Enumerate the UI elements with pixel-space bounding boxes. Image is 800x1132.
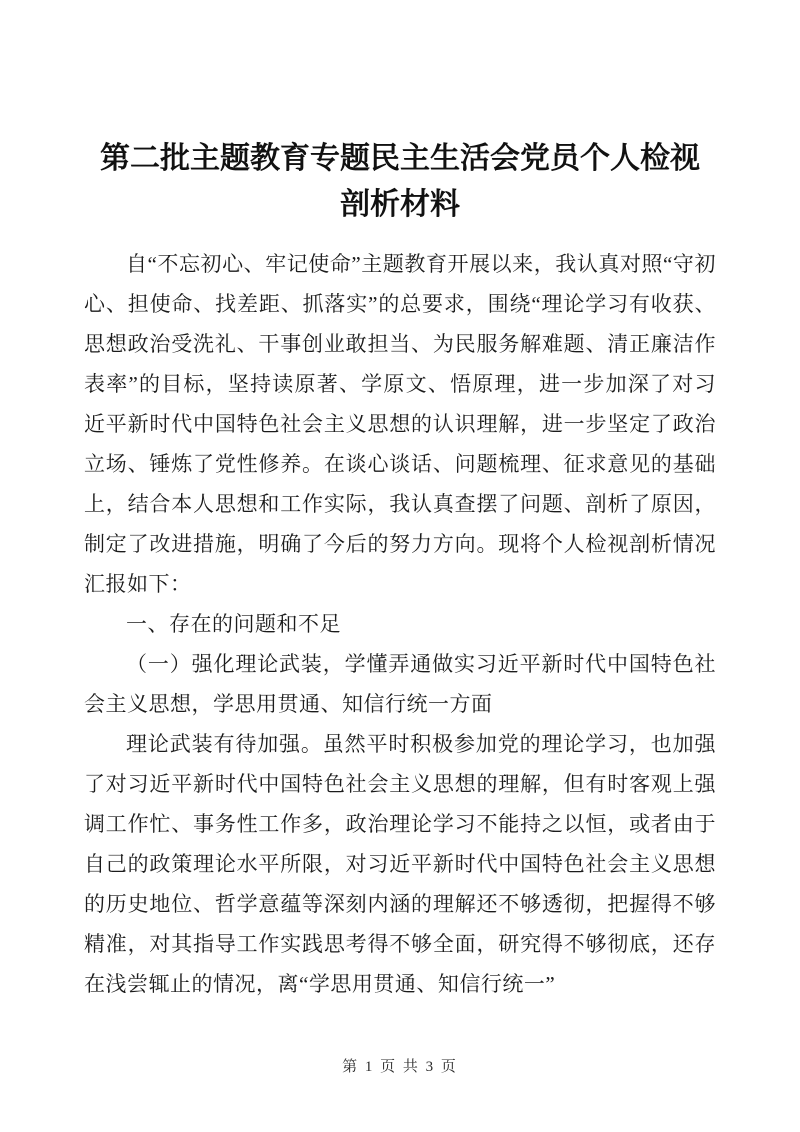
document-title-line-2: 剖析材料 bbox=[340, 188, 460, 221]
section-heading-problems: 一、存在的问题和不足 bbox=[126, 612, 341, 636]
page-number-label: 第 1 页 共 3 页 bbox=[342, 1059, 458, 1075]
page-footer bbox=[0, 1055, 800, 1076]
paragraph-intro: 自“不忘初心、牢记使命”主题教育开展以来，我认真对照“守初心、担使命、找差距、抓落实”的总要求，围绕“理论学习有收获、思想政治受洗礼、干事创业敢担当、为民服务解难题、清正廉洁作表率”的目标，坚持读原著、学原文、悟原理，进一步加深了对习近平新时代中国特色社会主义思想的认识理解，进一步坚定了政治立场、锤炼了党性修养。在谈心谈话、问题梳理、征求意见的基础上，结合本人思想和工作实际，我认真查摆了问题、剖析了原因，制定了改进措施，明确了今后的努力方向。现将个人检视剖析情况汇报如下： bbox=[84, 252, 716, 596]
document-title-line-1: 第二批主题教育专题民主生活会党员个人检视 bbox=[100, 142, 700, 175]
paragraph-theory-weakness: 理论武装有待加强。虽然平时积极参加党的理论学习，也加强了对习近平新时代中国特色社会主义思想的理解，但有时客观上强调工作忙、事务性工作多，政治理论学习不能持之以恒，或者由于自己的政策理论水平所限，对习近平新时代中国特色社会主义思想的历史地位、哲学意蕴等深刻内涵的理解还不够透彻，把握得不够精准，对其指导工作实践思考得不够全面，研究得不够彻底，还存在浅尝辄止的情况，离“学思用贯通、知信行统一” bbox=[84, 732, 716, 996]
subsection-heading-theory: （一）强化理论武装，学懂弄通做实习近平新时代中国特色社会主义思想，学思用贯通、知信行统一方面 bbox=[84, 652, 716, 716]
document-body bbox=[84, 244, 716, 1004]
document-title bbox=[84, 136, 716, 228]
